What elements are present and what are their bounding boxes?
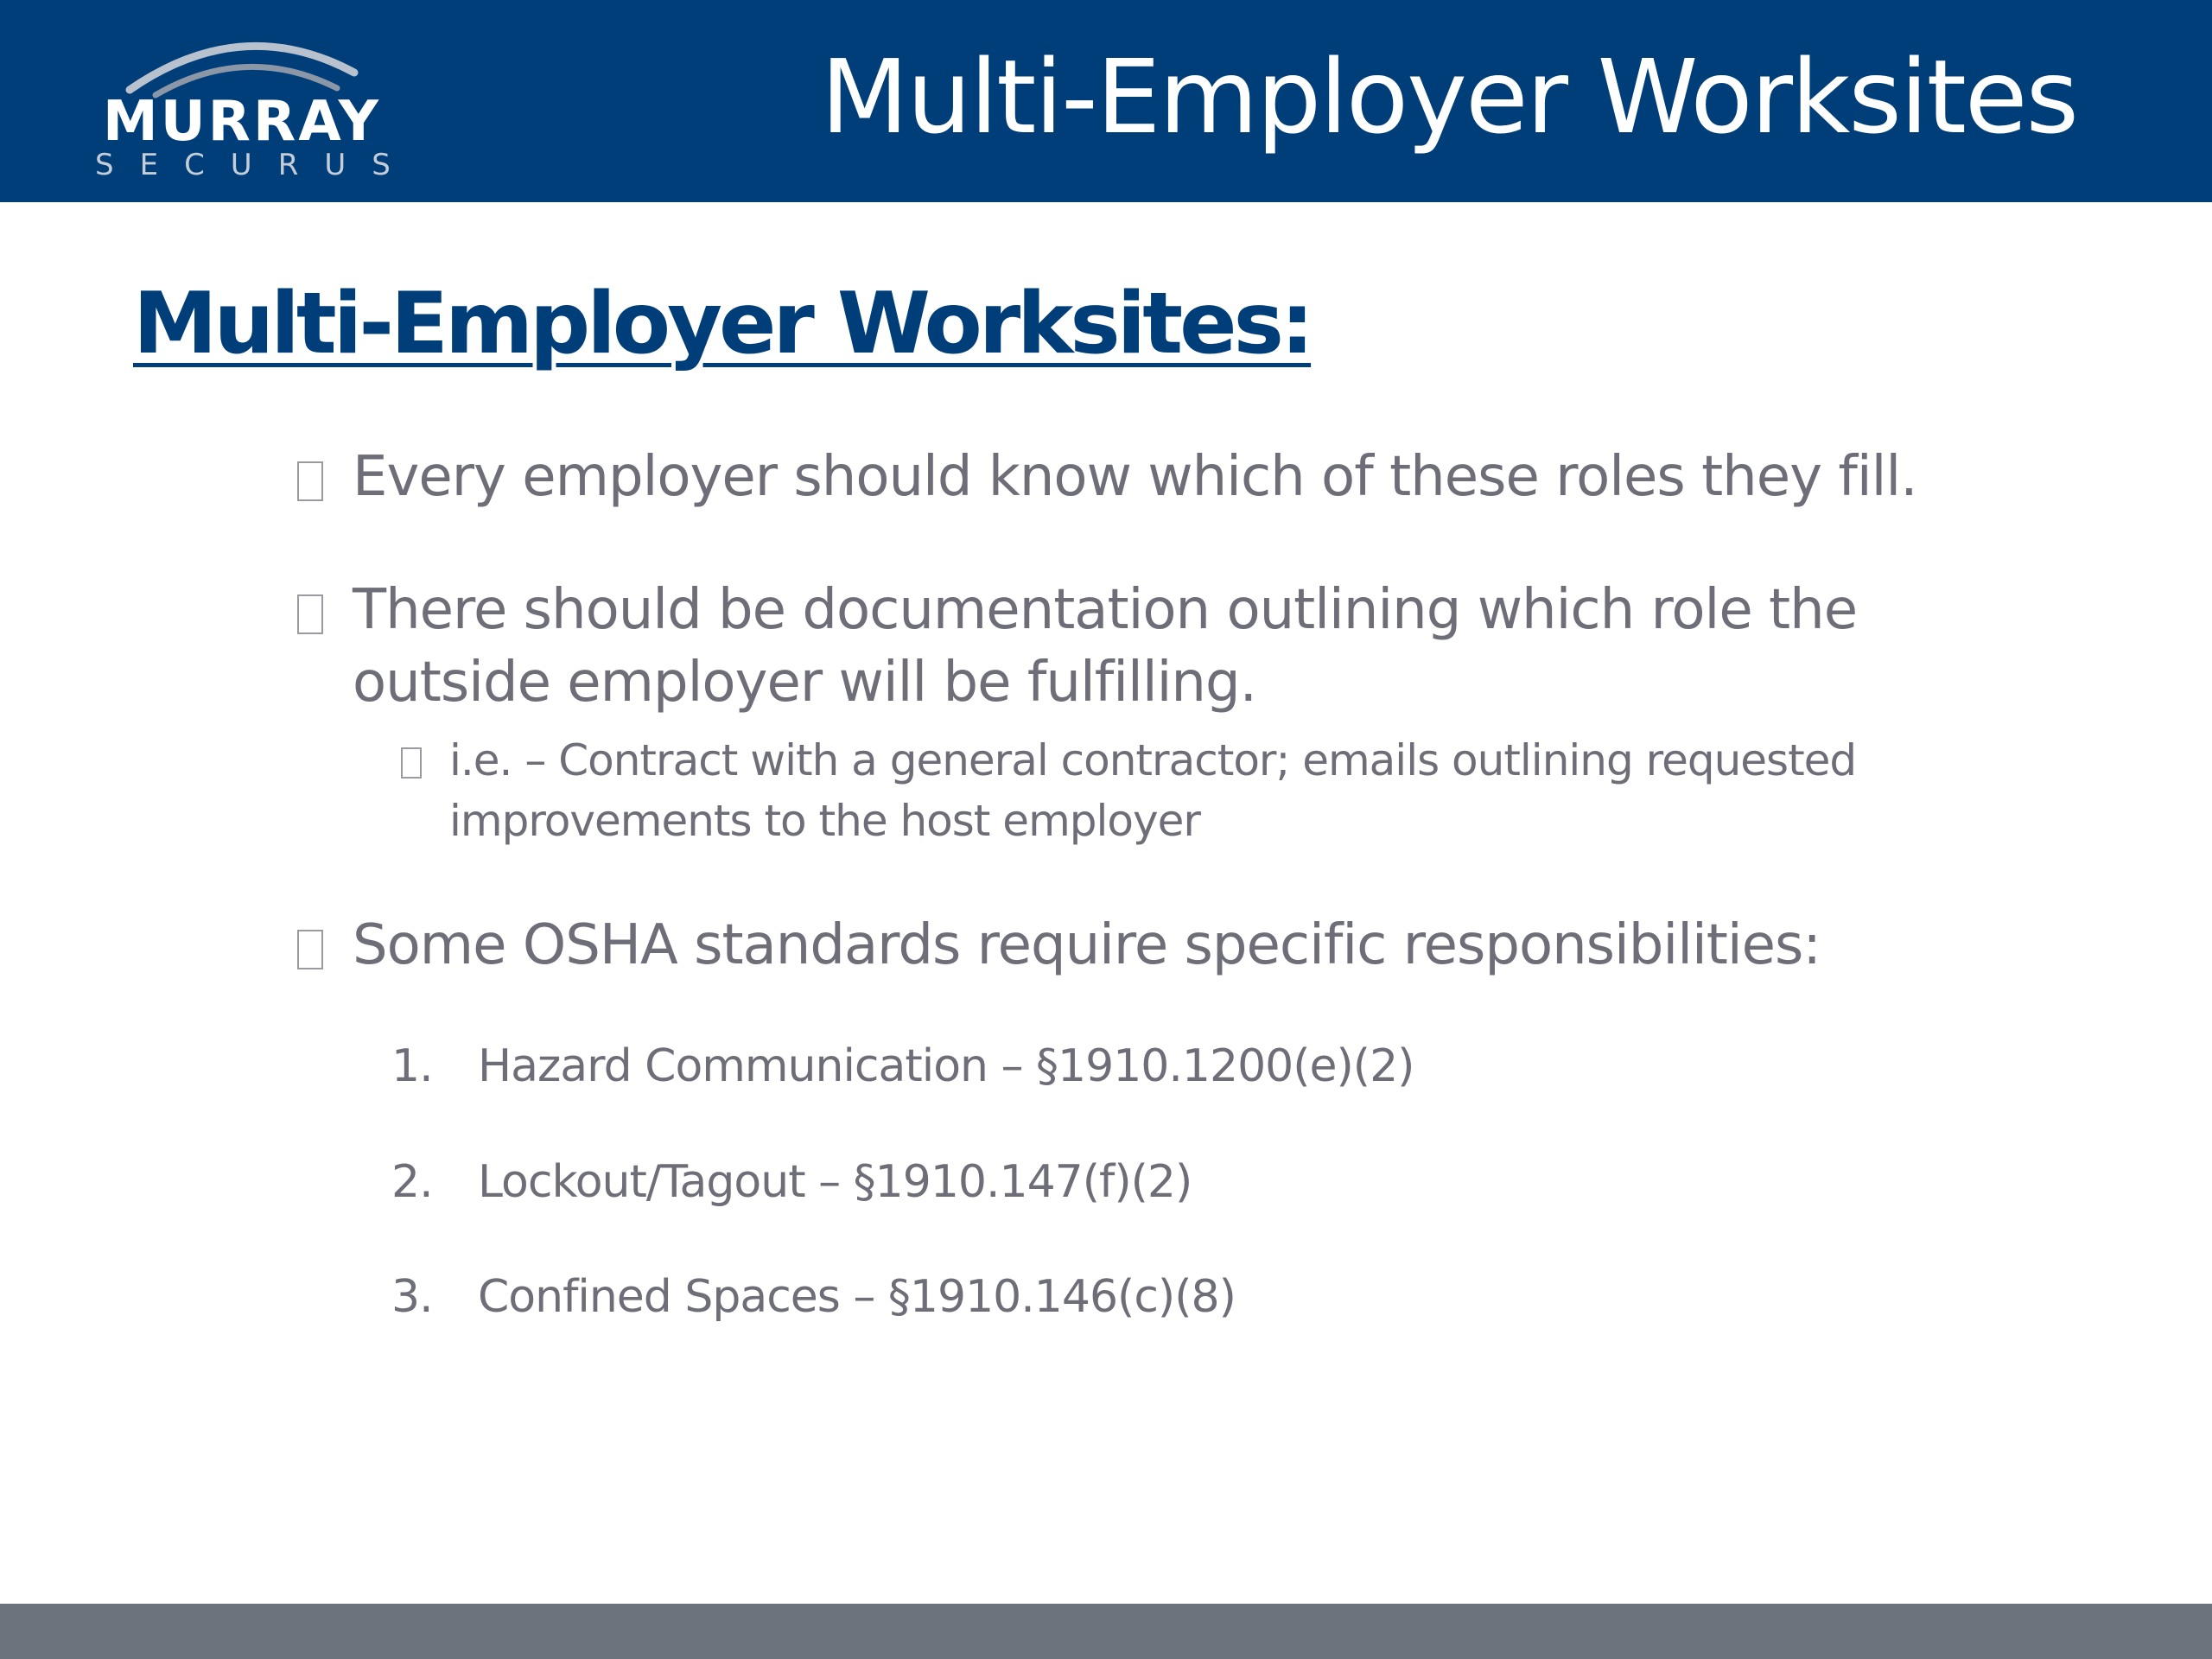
bullet-item [353, 574, 2046, 719]
bullet-box-icon [401, 747, 422, 779]
item-text: Hazard Communication – §1910.1200(e)(2) [478, 1040, 1414, 1092]
footer-bar [0, 1604, 2212, 1659]
item-number: 2. [391, 1156, 433, 1208]
bullet-box-icon [297, 930, 323, 969]
numbered-item [391, 1036, 1414, 1096]
murray-securus-logo [69, 21, 415, 185]
item-number: 1. [391, 1040, 433, 1092]
numbered-item [391, 1152, 1192, 1212]
sub-bullet-text: i.e. – Contract with a general contractor; emails outlining requested improvements to the host employer [449, 735, 1857, 846]
slide-title: Multi-Employer Worksites: [133, 275, 1312, 373]
logo-brand-text: MURRAY [103, 90, 381, 154]
header-title: Multi-Employer Worksites [820, 37, 2077, 156]
bullet-text: There should be documentation outlining which role the outside employer will be fulfilling. [353, 578, 1858, 715]
header-bar [0, 0, 2212, 202]
bullet-box-icon [297, 461, 323, 501]
bullet-text: Every employer should know which of these roles they fill. [353, 445, 1917, 509]
bullet-item [353, 441, 2046, 513]
sub-bullet-item [449, 730, 1918, 851]
item-text: Confined Spaces – §1910.146(c)(8) [478, 1271, 1236, 1323]
item-number: 3. [391, 1271, 433, 1323]
bullet-box-icon [297, 594, 323, 634]
logo-sub-text: SECURUS [95, 148, 416, 182]
bullet-text: Some OSHA standards require specific responsibilities: [353, 913, 1821, 977]
numbered-item [391, 1267, 1236, 1327]
bullet-item [353, 909, 2046, 982]
item-text: Lockout/Tagout – §1910.147(f)(2) [478, 1156, 1192, 1208]
logo-arc-icon [121, 21, 363, 99]
